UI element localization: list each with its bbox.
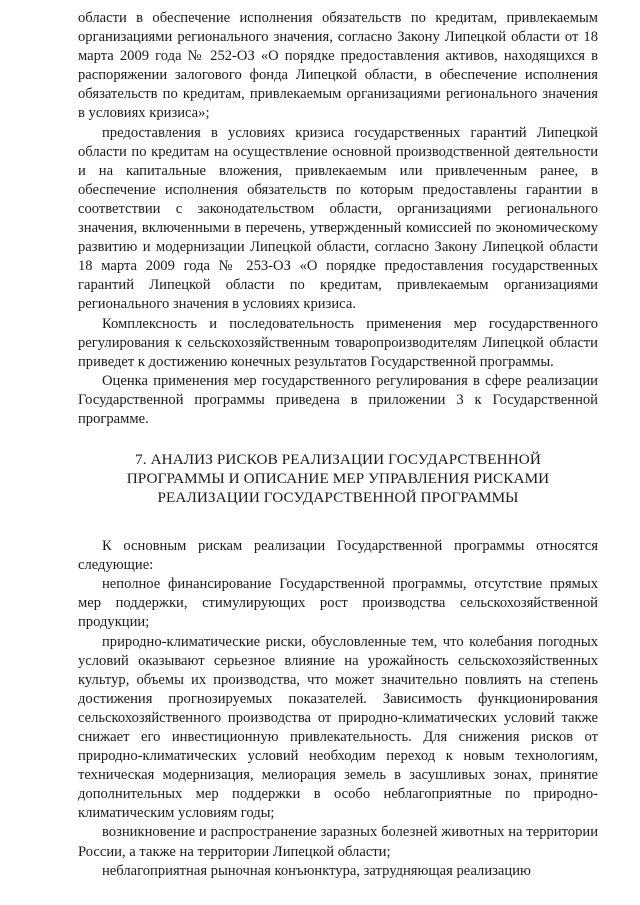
paragraph: Оценка применения мер государственного регулирования в сфере реализации Государственной программы приведена в приложении 3 к Государственной программе.	[78, 372, 598, 427]
document-page	[78, 9, 598, 881]
paragraph: области в обеспечение исполнения обязательств по кредитам, привлекаемым организациями регионального значения, согласно Закону Липецкой области от 18 марта 2009 года № 252-ОЗ «О порядке предоставления активов, находящихся в распоряжении залогового фонда Липецкой области, в обеспечение исполнения обязательств по кредитам, привлекаемым организациями регионального значения в условиях кризиса»;	[78, 10, 598, 122]
paragraph: Комплексность и последовательность применения мер государственного регулирования к сельскохозяйственным товаропроизводителям Липецкой области приведет к достижению конечных результатов Государственной программы.	[78, 315, 598, 370]
section-heading-line: РЕАЛИЗАЦИИ ГОСУДАРСТВЕННОЙ ПРОГРАММЫ	[157, 489, 519, 507]
paragraph: природно-климатические риски, обусловленные тем, что колебания погодных условий оказывают серьезное влияние на урожайность сельскохозяйственных культур, объемы их производства, что может значительно повлиять на степень достижения прогнозируемых показателей. Зависимость функционирования сельскохозяйственного производства от природно-климатических условий также снижает его инвестиционную привлекательность. Для снижения рисков от природно-климатических условий необходим переход к новым технологиям, техническая модернизация, мелиорация земель в засушливых зонах, принятие дополнительных мер поддержки в особо неблагоприятные по природно-климатическим условиям годы;	[78, 633, 598, 822]
paragraph: предоставления в условиях кризиса государственных гарантий Липецкой области по кредитам на осуществление основной производственной деятельности и на капитальные вложения, привлекаемым или привлеченным ранее, в обеспечение исполнения обязательств по которым предоставлены гарантии в соответствии с законодательством области, организациями регионального значения, включенными в перечень, утвержденный комиссией по экономическому развитию и модернизации Липецкой области, согласно Закону Липецкой области 18 марта 2009 года № 253-ОЗ «О порядке предоставления государственных гарантий Липецкой области по кредитам, привлекаемым организациями регионального значения в условиях кризиса.	[78, 124, 598, 313]
paragraph: возникновение и распространение заразных болезней животных на территории России, а также на территории Липецкой области;	[78, 824, 598, 860]
section-heading-line: 7. АНАЛИЗ РИСКОВ РЕАЛИЗАЦИИ ГОСУДАРСТВЕННОЙ	[135, 451, 541, 469]
paragraph: К основным рискам реализации Государственной программы относятся следующие:	[78, 538, 598, 574]
paragraph: неблагоприятная рыночная конъюнктура, затрудняющая реализацию	[102, 862, 531, 879]
paragraph: неполное финансирование Государственной программы, отсутствие прямых мер поддержки, стимулирующих рост производства сельскохозяйственной продукции;	[78, 576, 598, 631]
section-heading	[78, 450, 598, 507]
section-heading-line: ПРОГРАММЫ И ОПИСАНИЕ МЕР УПРАВЛЕНИЯ РИСКАМИ	[126, 470, 550, 488]
